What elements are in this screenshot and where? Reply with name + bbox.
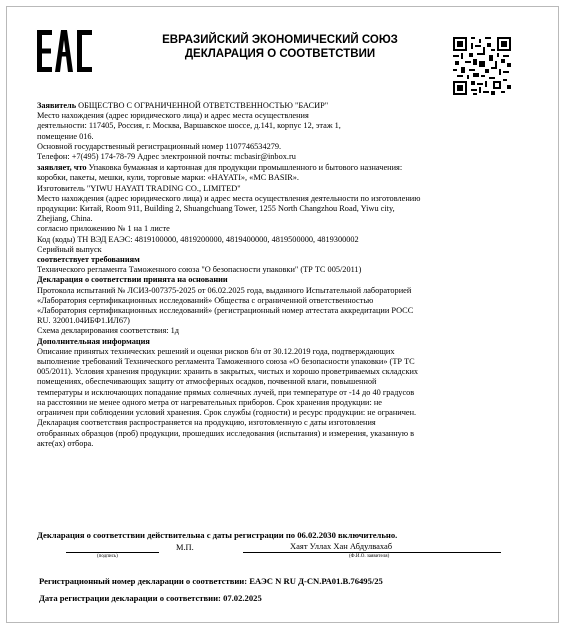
extra-info-line: Описание принятых технических решений и оценки рисков б/н от 30.12.2019 года, подтверждающих [37,346,395,356]
validity-statement: Декларация о соответствии действительна с даты регистрации по 06.02.2030 включительно. [37,530,398,540]
manufacturer-address-line: продукции: Китай, Room 911, Building 2, Shuangchuang Tower, 1255 North Changzhou Road, Yiwu city, [37,204,395,214]
product-description-cont: коробки, пакеты, мешки, кули, торговые марки: «HAYATI», «MC BASIR». [37,173,299,183]
extra-info-line: отобранных образцов (проб) продукции, прошедших исследования (испытания) и измерения, указанную в [37,428,415,438]
extra-info-line: Декларация соответствия распространяется на продукцию, изготовленную с даты изготовления [37,418,376,428]
applicant-name: ОБЩЕСТВО С ОГРАНИЧЕННОЙ ОТВЕТСТВЕННОСТЬЮ "БАСИР" [76,101,329,110]
qr-code [453,37,511,95]
requirements-text: Технического регламента Таможенного союза "О безопасности упаковки" (ТР ТС 005/2011) [37,265,362,275]
declares-label: заявляет, что [37,163,87,173]
manufacturer: Изготовитель "YIWU HAYATI TRADING CO., LIMITED" [37,183,241,193]
applicant-address-line: помещение 016. [37,131,94,141]
basis-line: RU. 32001.04ИБФ1.ИЛ67) [37,316,130,326]
document-header [130,33,430,61]
basis-line: Протокола испытаний № ЛСИЗ-007375-2025 от 06.02.2025 года, выданного Испытательной лабораторией [37,285,412,295]
header-union-title: ЕВРАЗИЙСКИЙ ЭКОНОМИЧЕСКИЙ СОЮЗ [162,34,398,46]
eac-logo [36,28,94,74]
basis-line: «Лаборатория сертификационных исследований» (регистрационный номер аттестата аккредитации РОСС [37,306,414,316]
name-line [243,552,501,553]
extra-info-line: ограничен при соблюдении условий хранения. Срок службы (годности) и ресурс продукции: не ограничен. [37,408,417,418]
declaration-scheme: Схема декларирования соответствия: 1д [37,326,180,336]
name-caption: (Ф.И.О. заявителя) [349,554,390,559]
applicant-contacts: Телефон: +7(495) 174-78-79 Адрес электронной почты: mcbasir@inbox.ru [37,152,296,162]
signature-caption: (подпись) [97,554,118,559]
basis-line: «Лаборатория сертификационных исследований» Общества с ограниченной ответственностью [37,295,374,305]
signature-line [66,552,159,553]
requirements-heading: соответствует требованиям [37,255,140,265]
manufacturer-address-line: Zhejiang, China. [37,214,93,224]
applicant-ogrn: Основной государственный регистрационный номер 1107746534279. [37,141,282,151]
applicant-address-line: деятельности: 117405, Россия, г. Москва, Варшавское шоссе, д.141, корпус 12, этаж 1, [37,121,341,131]
extra-info-line: акте(ах) отбора. [37,438,94,448]
extra-info-line: на расстоянии не менее одного метра от нагревательных приборов. Срок хранения продукции: не [37,397,382,407]
appendix-note: согласно приложению № 1 на 1 листе [37,224,170,234]
header-declaration-title: ДЕКЛАРАЦИЯ О СООТВЕТСТВИИ [184,48,376,60]
extra-info-line: температуры и исключающих попадание прямых солнечных лучей, при температуре от -14 до 40 градусов [37,387,415,397]
tn-ved-codes: Код (коды) ТН ВЭД ЕАЭС: 4819100000, 4819200000, 4819400000, 4819500000, 4819300002 [37,234,359,244]
product-description: Упаковка бумажная и картонная для продукции промышленного и бытового назначения: [86,163,403,173]
stamp-placeholder: М.П. [176,543,194,552]
registration-number: Регистрационный номер декларации о соответствии: ЕАЭС N RU Д-CN.РА01.В.76495/25 [39,576,383,586]
manufacturer-address-line: Место нахождения (адрес юридического лица) и адрес места осуществления деятельности по изготовлению [37,193,421,203]
applicant-address-line: Место нахождения (адрес юридического лица) и адрес места осуществления [37,111,309,121]
release-type: Серийный выпуск [37,244,102,254]
applicant-label: Заявитель [37,101,77,110]
extra-info-line: помещениях, обеспечивающих защиту от атмосферных осадков, почвенной влаги, повышенной [37,377,377,387]
extra-info-line: выполнение требований Технического регламента Таможенного союза «О безопасности упаковки» (ТР ТС [37,357,415,367]
extra-info-line: 005/2011). Условия хранения продукции: хранить в закрытых, чистых и хорошо проветриваемых складских [37,367,419,377]
registration-date: Дата регистрации декларации о соответствии: 07.02.2025 [39,593,262,603]
basis-heading: Декларация о соответствии принята на основании [37,275,228,285]
extra-info-heading: Дополнительная информация [37,336,150,346]
applicant-signatory-name: Хаят Уллах Хан Абдулвахаб [290,541,393,551]
declaration-body [37,101,529,449]
